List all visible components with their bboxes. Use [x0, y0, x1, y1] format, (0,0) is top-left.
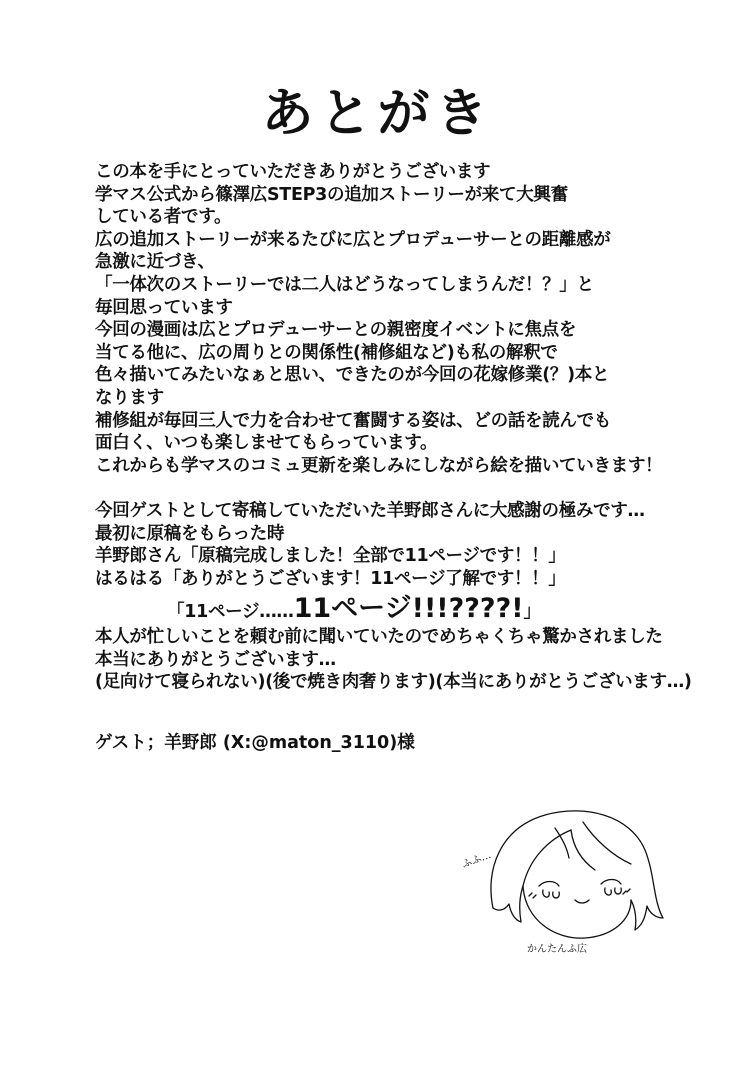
text-line: 本人が忙しいことを頼む前に聞いていたのでめちゃくちゃ驚かされました	[95, 627, 663, 648]
guest-credit: ゲスト；羊野郎 (X:@maton_3110)様	[95, 733, 415, 753]
text-line: 今回の漫画は広とプロデューサーとの親密度イベントに焦点を	[95, 320, 577, 341]
paragraph-gap	[95, 477, 705, 500]
tear-left	[543, 890, 560, 898]
sound-effect: ふふ…	[460, 849, 493, 871]
text-line: (足向けて寝られない)(後で焼き肉奢ります)(本当にありがとうございます…)	[95, 672, 692, 693]
exclaim-big: 11ページ!!!????!	[293, 593, 524, 625]
bangs-right	[583, 822, 631, 864]
text-line: これからも学マスのコミュ更新を楽しみにしながら絵を描いていきます！	[95, 455, 663, 476]
text-line: 「一体次のストーリーでは二人はどうなってしまうんだ！？」と	[95, 274, 594, 295]
paragraph-3	[95, 626, 705, 694]
text-line: 毎回思っています	[95, 297, 233, 318]
text-line: 今回ゲストとして寄稿していただいた羊野郎さんに大感謝の極みです…	[95, 500, 645, 521]
bangs-left	[523, 830, 571, 886]
text-line: 補修組が毎回三人で力を合わせて奮闘する姿は、どの話を読んでも	[95, 410, 611, 431]
exclaim-small: 「11ページ……	[167, 602, 294, 623]
bangs-mid	[571, 830, 595, 870]
text-line: なります	[95, 387, 164, 408]
text-line: 色々描いてみたいなぁと思い、できたのが今回の花嫁修業(？)本と	[95, 365, 610, 386]
text-line: 本当にありがとうございます…	[95, 649, 336, 670]
tear-right	[605, 888, 622, 895]
blush-left	[529, 893, 536, 898]
text-line: この本を手にとっていただきありがとうございます	[95, 162, 491, 182]
afterword-body	[95, 161, 705, 694]
text-line: 広の追加ストーリーが来るたびに広とプロデューサーとの距離感が	[95, 229, 611, 250]
text-line: 面白く、いつも楽しませてもらっています。	[95, 433, 438, 454]
hair-left	[493, 886, 523, 922]
text-line: 当てる他に、広の周りとの関係性(補修組など)も私の解釈で	[95, 342, 558, 363]
eye-left	[539, 882, 559, 887]
exclaim-line	[95, 592, 705, 626]
exclaim-close: 」	[523, 602, 541, 623]
text-line: はるはる「ありがとうございます！11ページ了解です！！」	[95, 568, 566, 589]
hair-outline	[491, 811, 663, 930]
artist-signature: かんたんふ広	[527, 944, 587, 955]
face-outline	[523, 886, 631, 938]
paragraph-2	[95, 500, 705, 590]
text-line: 最初に原稿をもらった時	[95, 523, 285, 544]
eye-right	[601, 880, 621, 885]
text-line: している者です。	[95, 207, 232, 228]
page-title: あとがき	[261, 84, 494, 144]
text-line: 急激に近づき、	[95, 252, 215, 273]
mouth	[575, 900, 589, 903]
character-sketch	[455, 800, 685, 960]
blush-right	[623, 889, 630, 894]
paragraph-1	[95, 161, 705, 477]
text-line: 羊野郎さん「原稿完成しました！全部で11ページです！！」	[95, 546, 566, 567]
text-line: 学マス公式から篠澤広STEP3の追加ストーリーが来て大興奮	[95, 184, 568, 205]
